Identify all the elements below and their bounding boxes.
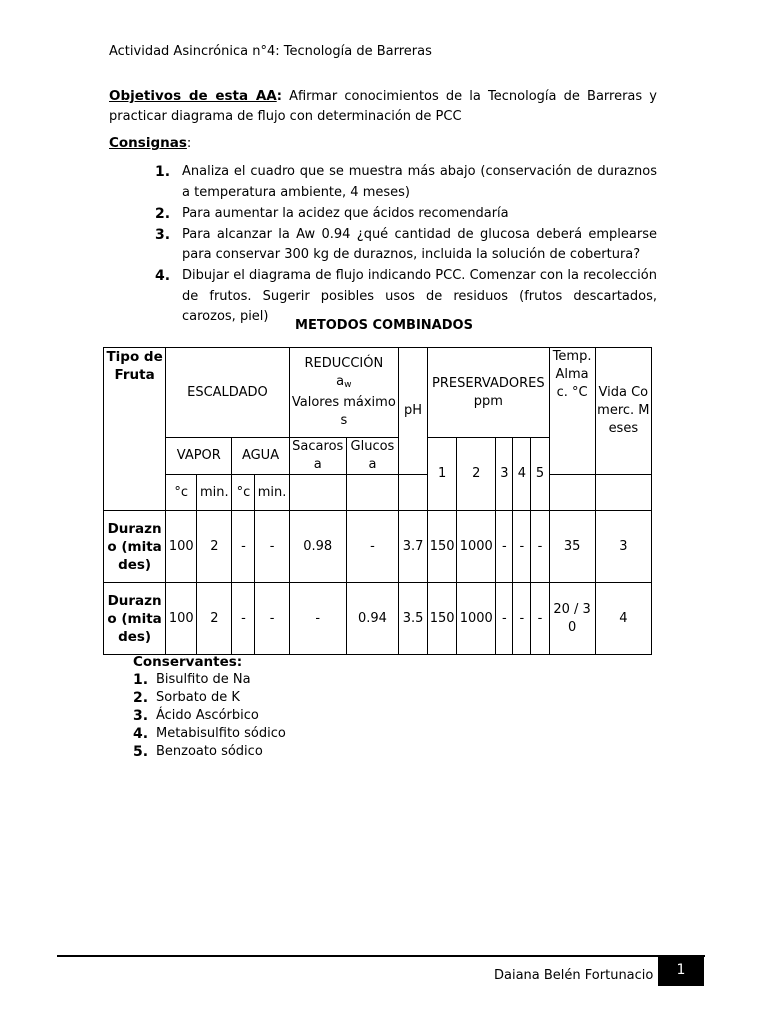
aw-label: a [336, 374, 345, 389]
consigna-number: 1. [155, 164, 171, 180]
cell-ph: 3.5 [399, 583, 428, 655]
cell-preservador-1: 150 [428, 583, 457, 655]
header-preservador-2: 2 [457, 438, 496, 511]
header-agua: AGUA [232, 438, 289, 475]
conservante-number: 5. [133, 744, 149, 760]
conservante-text: Sorbato de K [156, 690, 240, 705]
cell-preservador-2: 1000 [457, 583, 496, 655]
objectives-colon: : [276, 89, 282, 104]
consignas-heading [109, 135, 191, 151]
objectives-label: Objetivos de esta AA [109, 88, 277, 104]
metodos-combinados-table [103, 347, 652, 655]
header-vida-empty [595, 475, 651, 511]
header-preservador-5: 5 [531, 438, 549, 511]
consigna-item [155, 225, 657, 266]
cell-sacarosa: 0.98 [289, 511, 346, 583]
conservante-number: 4. [133, 726, 149, 742]
header-temp-empty [549, 475, 595, 511]
cell-vida: 4 [595, 583, 651, 655]
cell-preservador-1: 150 [428, 511, 457, 583]
cell-preservador-3: - [496, 511, 513, 583]
header-sacarosa-empty [289, 475, 346, 511]
conservantes-title: Conservantes: [133, 654, 243, 670]
conservante-item [133, 707, 286, 725]
cell-preservador-5: - [531, 511, 549, 583]
cell-fruta: Durazno (mitades) [104, 511, 166, 583]
header-glucosa: Glucosa [346, 438, 398, 475]
conservante-number: 1. [133, 672, 149, 688]
consigna-text: Para aumentar la acidez que ácidos recomendaría [182, 205, 509, 221]
page-number: 1 [658, 956, 704, 986]
consigna-text: Para alcanzar la Aw 0.94 ¿qué cantidad de glucosa deberá emplearse para conservar 300 kg de duraznos, incluida la solución de cobertura? [182, 226, 657, 262]
conservante-item [133, 689, 286, 707]
cell-temp: 20 / 30 [549, 583, 595, 655]
consigna-number: 4. [155, 268, 171, 284]
header-agua-grados: °c [232, 475, 255, 511]
cell-agua-grados: - [232, 583, 255, 655]
header-ph-empty [399, 475, 428, 511]
conservante-text: Metabisulfito sódico [156, 726, 286, 741]
cell-preservador-4: - [513, 511, 531, 583]
cell-agua-grados: - [232, 511, 255, 583]
header-preservador-3: 3 [496, 438, 513, 511]
objectives-text: Afirmar conocimientos de la Tecnología de Barreras y practicar diagrama de flujo con determinación de PCC [109, 89, 658, 124]
footer-divider [57, 955, 705, 957]
header-preservadores: PRESERVADORES ppm [428, 348, 549, 438]
consigna-number: 3. [155, 226, 171, 243]
footer-author: Daiana Belén Fortunacio [494, 968, 654, 983]
cell-preservador-3: - [496, 583, 513, 655]
reduccion-label: REDUCCIÓN [304, 356, 384, 371]
header-glucosa-empty [346, 475, 398, 511]
table-row [104, 583, 652, 655]
header-reduccion-aw [289, 348, 398, 438]
consignas-label: Consignas [109, 135, 187, 151]
table-title: METODOS COMBINADOS [295, 318, 473, 333]
header-temp: Temp. Almac. °C [549, 348, 595, 475]
header-tipo-fruta: Tipo de Fruta [104, 348, 166, 511]
cell-vida: 3 [595, 511, 651, 583]
header-agua-min: min. [255, 475, 289, 511]
cell-fruta: Durazno (mitades) [104, 583, 166, 655]
page-header: Actividad Asincrónica n°4: Tecnología de Barreras [109, 44, 432, 59]
table-row [104, 511, 652, 583]
cell-temp: 35 [549, 511, 595, 583]
header-vapor: VAPOR [166, 438, 232, 475]
conservante-item [133, 743, 286, 761]
header-vapor-grados: °c [166, 475, 197, 511]
cell-glucosa: 0.94 [346, 583, 398, 655]
consignas-colon: : [186, 136, 192, 151]
conservante-item [133, 725, 286, 743]
header-preservador-4: 4 [513, 438, 531, 511]
cell-vapor-min: 2 [197, 583, 232, 655]
conservantes-section [133, 653, 286, 761]
objectives-paragraph [109, 86, 657, 127]
cell-preservador-2: 1000 [457, 511, 496, 583]
cell-vapor-grados: 100 [166, 583, 197, 655]
cell-preservador-4: - [513, 583, 531, 655]
valores-maximos-label: Valores máximos [291, 395, 396, 428]
header-vida: Vida Comerc. Meses [595, 348, 651, 475]
consigna-text: Analiza el cuadro que se muestra más abajo (conservación de duraznos a temperatura ambiente, 4 meses) [182, 164, 657, 200]
header-sacarosa: Sacarosa [289, 438, 346, 475]
consignas-list [155, 162, 657, 328]
conservantes-list [133, 671, 286, 761]
cell-agua-min: - [255, 583, 289, 655]
conservante-number: 2. [133, 690, 149, 706]
cell-preservador-5: - [531, 583, 549, 655]
consigna-text: Dibujar el diagrama de flujo indicando PCC. Comenzar con la recolección de frutos. Sugerir posibles usos de residuos (frutos descartados, carozos, piel) [182, 268, 657, 324]
conservante-item [133, 671, 286, 689]
conservante-text: Bisulfito de Na [156, 672, 251, 687]
conservante-text: Benzoato sódico [156, 744, 263, 759]
conservante-number: 3. [133, 708, 149, 724]
header-preservador-1: 1 [428, 438, 457, 511]
conservante-text: Ácido Ascórbico [156, 708, 259, 723]
consigna-item [155, 204, 657, 225]
header-escaldado: ESCALDADO [166, 348, 289, 438]
cell-vapor-grados: 100 [166, 511, 197, 583]
consigna-item [155, 162, 657, 203]
cell-vapor-min: 2 [197, 511, 232, 583]
header-vapor-min: min. [197, 475, 232, 511]
consigna-number: 2. [155, 205, 171, 222]
cell-ph: 3.7 [399, 511, 428, 583]
cell-agua-min: - [255, 511, 289, 583]
cell-glucosa: - [346, 511, 398, 583]
header-ph: pH [399, 348, 428, 475]
aw-subscript: w [344, 380, 352, 390]
cell-sacarosa: - [289, 583, 346, 655]
